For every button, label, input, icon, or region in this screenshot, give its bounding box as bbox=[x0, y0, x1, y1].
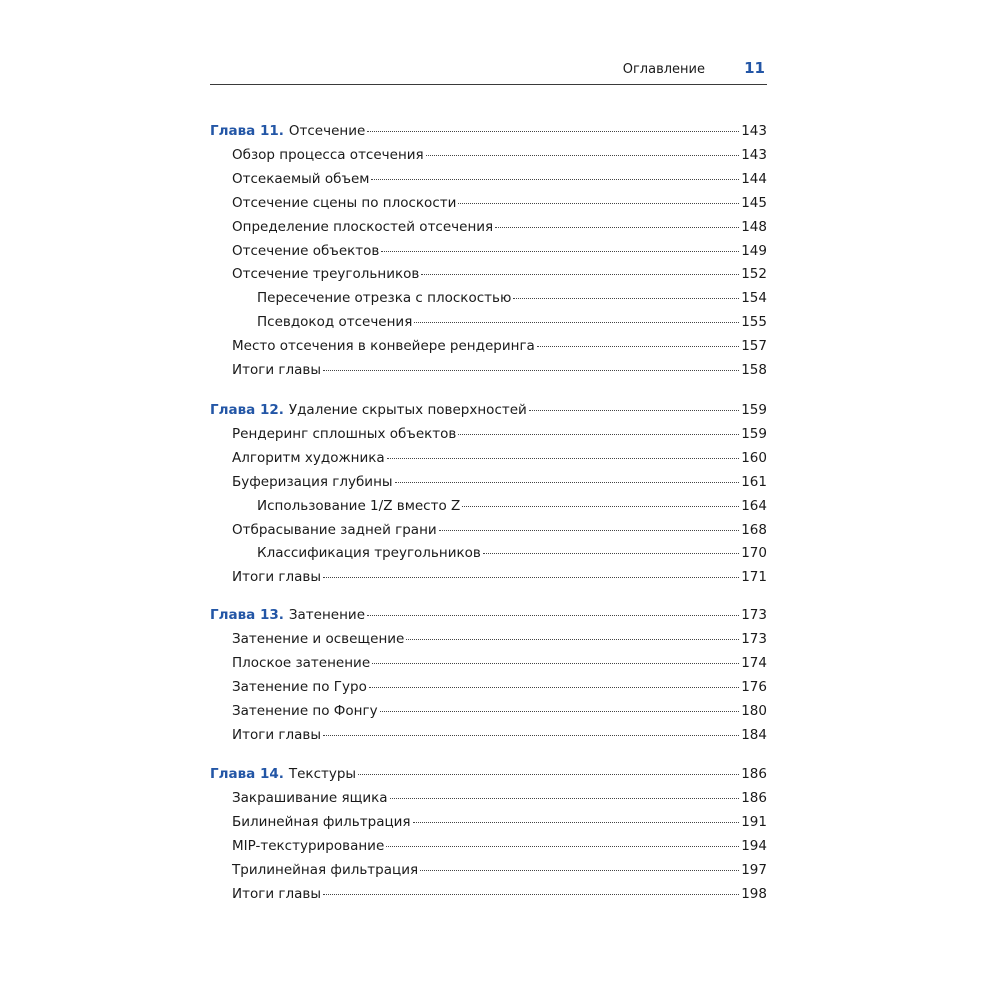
entry-title: Закрашивание ящика bbox=[232, 789, 388, 806]
dot-leader bbox=[413, 822, 740, 823]
toc-entry-row[interactable] bbox=[210, 195, 767, 217]
entry-page-number: 149 bbox=[741, 242, 767, 259]
dot-leader bbox=[358, 774, 739, 775]
entry-title: Итоги главы bbox=[232, 362, 321, 378]
entry-title: Отсекаемый объем bbox=[232, 170, 370, 187]
toc-entry-row[interactable] bbox=[210, 426, 767, 448]
entry-page-number: 173 bbox=[741, 630, 767, 647]
chapter-label: Глава 13. bbox=[210, 607, 284, 623]
entry-page-number: 184 bbox=[741, 726, 767, 743]
dot-leader bbox=[420, 870, 739, 871]
toc-entry-row[interactable] bbox=[210, 338, 767, 360]
toc-entry-row[interactable] bbox=[210, 727, 767, 749]
entry-title: Итоги главы bbox=[232, 885, 321, 902]
dot-leader bbox=[381, 251, 739, 252]
chapter-title: Отсечение bbox=[288, 123, 366, 139]
entry-page-number: 152 bbox=[741, 266, 767, 283]
dot-leader bbox=[380, 711, 740, 712]
header-title: Оглавление bbox=[622, 62, 705, 77]
chapter-label: Глава 14. bbox=[210, 766, 284, 782]
dot-leader bbox=[323, 370, 739, 371]
entry-title: Затенение по Гуро bbox=[232, 678, 367, 695]
entry-page-number: 168 bbox=[741, 521, 767, 538]
entry-title: Затенение по Фонгу bbox=[232, 702, 378, 719]
entry-page-number: 198 bbox=[741, 885, 767, 902]
dot-leader bbox=[323, 735, 739, 736]
toc-chapter-row[interactable] bbox=[210, 402, 767, 424]
entry-title: MIP-текстурирование bbox=[232, 837, 385, 854]
entry-page-number: 191 bbox=[741, 813, 767, 830]
dot-leader bbox=[367, 615, 739, 616]
dot-leader bbox=[323, 577, 739, 578]
toc-entry-row[interactable] bbox=[210, 314, 767, 336]
toc-entry-row[interactable] bbox=[210, 790, 767, 812]
toc-entry-row[interactable] bbox=[210, 862, 767, 884]
entry-title: Буферизация глубины bbox=[232, 473, 393, 490]
dot-leader bbox=[462, 506, 739, 507]
entry-page-number: 159 bbox=[741, 425, 767, 442]
chapter-page-number: 186 bbox=[741, 766, 767, 782]
entry-page-number: 161 bbox=[741, 473, 767, 490]
entry-title: Псевдокод отсечения bbox=[257, 314, 413, 331]
chapter-label: Глава 12. bbox=[210, 402, 284, 418]
toc-entry-row[interactable] bbox=[210, 171, 767, 193]
entry-page-number: 174 bbox=[741, 654, 767, 671]
dot-leader bbox=[439, 530, 740, 531]
toc-entry-row[interactable] bbox=[210, 290, 767, 312]
dot-leader bbox=[458, 434, 739, 435]
entry-page-number: 197 bbox=[741, 861, 767, 878]
dot-leader bbox=[371, 179, 739, 180]
dot-leader bbox=[369, 687, 739, 688]
chapter-title: Текстуры bbox=[288, 766, 357, 782]
entry-title: Классификация треугольников bbox=[257, 545, 481, 562]
entry-title: Рендеринг сплошных объектов bbox=[232, 425, 457, 442]
entry-page-number: 164 bbox=[741, 497, 767, 514]
toc-entry-row[interactable] bbox=[210, 679, 767, 701]
entry-title: Итоги главы bbox=[232, 726, 321, 743]
entry-title: Обзор процесса отсечения bbox=[232, 146, 424, 163]
toc-entry-row[interactable] bbox=[210, 569, 767, 591]
entry-title: Итоги главы bbox=[232, 569, 321, 586]
chapter-title: Удаление скрытых поверхностей bbox=[288, 402, 527, 418]
chapter-title: Затенение bbox=[288, 607, 366, 623]
running-header bbox=[210, 58, 767, 85]
dot-leader bbox=[537, 346, 739, 347]
entry-page-number: 180 bbox=[741, 702, 767, 719]
entry-page-number: 154 bbox=[741, 290, 767, 307]
dot-leader bbox=[406, 639, 739, 640]
dot-leader bbox=[372, 663, 739, 664]
toc-entry-row[interactable] bbox=[210, 362, 767, 384]
entry-page-number: 143 bbox=[741, 146, 767, 163]
dot-leader bbox=[483, 553, 739, 554]
entry-page-number: 145 bbox=[741, 194, 767, 211]
entry-title: Отсечение треугольников bbox=[232, 266, 420, 283]
entry-title: Плоское затенение bbox=[232, 654, 371, 671]
entry-page-number: 148 bbox=[741, 218, 767, 235]
dot-leader bbox=[390, 798, 740, 799]
dot-leader bbox=[323, 894, 739, 895]
header-page-number: 11 bbox=[744, 59, 765, 77]
dot-leader bbox=[529, 410, 739, 411]
toc-entry-row[interactable] bbox=[210, 147, 767, 169]
entry-title: Пересечение отрезка с плоскостью bbox=[257, 290, 512, 307]
chapter-page-number: 159 bbox=[741, 402, 767, 418]
toc-chapter-row[interactable] bbox=[210, 766, 767, 788]
entry-title: Отсечение сцены по плоскости bbox=[232, 194, 457, 211]
entry-page-number: 158 bbox=[741, 362, 767, 378]
entry-title: Алгоритм художника bbox=[232, 449, 385, 466]
entry-title: Использование 1/Z вместо Z bbox=[257, 497, 461, 514]
dot-leader bbox=[395, 482, 740, 483]
entry-page-number: 160 bbox=[741, 449, 767, 466]
entry-title: Затенение и освещение bbox=[232, 630, 405, 647]
dot-leader bbox=[426, 155, 740, 156]
toc-entry-row[interactable] bbox=[210, 545, 767, 567]
dot-leader bbox=[387, 458, 740, 459]
entry-page-number: 155 bbox=[741, 314, 767, 331]
toc-chapter-row[interactable] bbox=[210, 123, 767, 145]
toc-entry-row[interactable] bbox=[210, 474, 767, 496]
entry-title: Место отсечения в конвейере рендеринга bbox=[232, 338, 535, 355]
chapter-page-number: 173 bbox=[741, 607, 767, 623]
entry-title: Определение плоскостей отсечения bbox=[232, 218, 494, 235]
entry-page-number: 194 bbox=[741, 837, 767, 854]
dot-leader bbox=[421, 274, 739, 275]
toc-chapter-row[interactable] bbox=[210, 607, 767, 629]
entry-page-number: 171 bbox=[741, 569, 767, 586]
toc-entry-row[interactable] bbox=[210, 703, 767, 725]
toc-entry-row[interactable] bbox=[210, 522, 767, 544]
toc-entry-row[interactable] bbox=[210, 886, 767, 908]
entry-page-number: 157 bbox=[741, 338, 767, 355]
dot-leader bbox=[367, 131, 739, 132]
toc-entry-row[interactable] bbox=[210, 266, 767, 288]
toc-entry-row[interactable] bbox=[210, 814, 767, 836]
entry-page-number: 170 bbox=[741, 545, 767, 562]
toc-entry-row[interactable] bbox=[210, 498, 767, 520]
toc-entry-row[interactable] bbox=[210, 631, 767, 653]
chapter-page-number: 143 bbox=[741, 123, 767, 139]
entry-title: Трилинейная фильтрация bbox=[232, 861, 419, 878]
toc-entry-row[interactable] bbox=[210, 243, 767, 265]
dot-leader bbox=[386, 846, 739, 847]
chapter-label: Глава 11. bbox=[210, 123, 284, 139]
entry-title: Отбрасывание задней грани bbox=[232, 521, 437, 538]
dot-leader bbox=[414, 322, 739, 323]
dot-leader bbox=[513, 298, 739, 299]
toc-entry-row[interactable] bbox=[210, 655, 767, 677]
entry-title: Билинейная фильтрация bbox=[232, 813, 411, 830]
toc-entry-row[interactable] bbox=[210, 219, 767, 241]
entry-page-number: 176 bbox=[741, 678, 767, 695]
toc-entry-row[interactable] bbox=[210, 838, 767, 860]
dot-leader bbox=[458, 203, 739, 204]
entry-title: Отсечение объектов bbox=[232, 242, 380, 259]
dot-leader bbox=[495, 227, 739, 228]
entry-page-number: 144 bbox=[741, 170, 767, 187]
entry-page-number: 186 bbox=[741, 789, 767, 806]
toc-entry-row[interactable] bbox=[210, 450, 767, 472]
